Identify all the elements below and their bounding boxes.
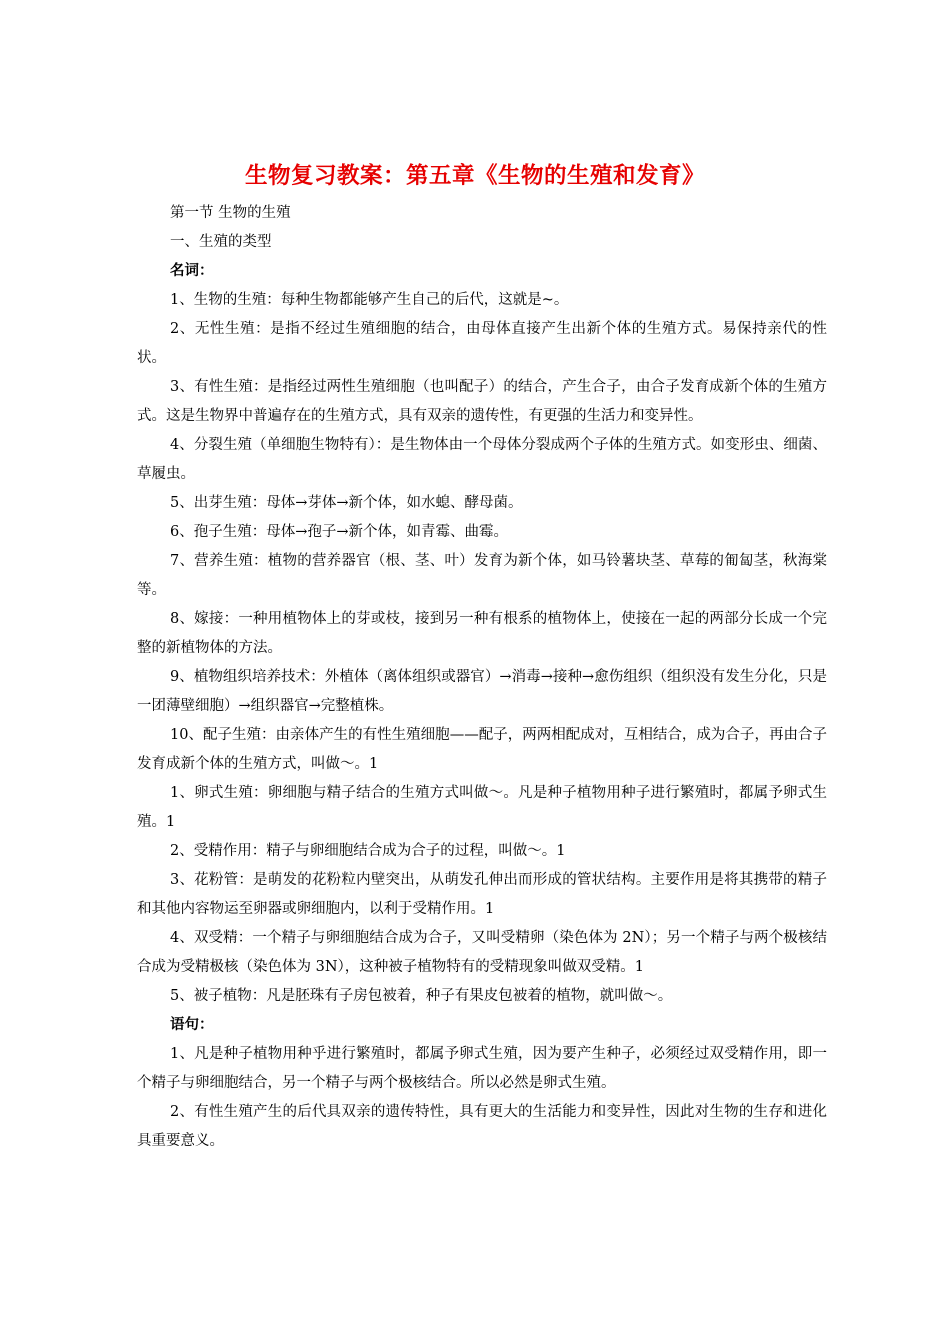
sentence-paragraph: 2、有性生殖产生的后代具双亲的遗传特性，具有更大的生活能力和变异性，因此对生物的生存和进化具重要意义。 [137, 1104, 827, 1149]
term-paragraph: 7、营养生殖：植物的营养器官（根、茎、叶）发育为新个体，如马铃薯块茎、草莓的匍匐茎，秋海棠等。 [137, 553, 827, 598]
term-paragraph: 9、植物组织培养技术：外植体（离体组织或器官）→消毒→接种→愈伤组织（组织没有发生分化，只是一团薄壁细胞）→组织器官→完整植株。 [137, 669, 827, 714]
term-paragraph: 6、孢子生殖：母体→孢子→新个体，如青霉、曲霉。 [170, 524, 509, 540]
term-paragraph: 2、受精作用：精子与卵细胞结合成为合子的过程，叫做～。1 [170, 843, 566, 859]
document-body [137, 199, 827, 1156]
section-heading: 第一节 生物的生殖 [170, 205, 291, 221]
term-paragraph: 4、双受精：一个精子与卵细胞结合成为合子，又叫受精卵（染色体为 2N）；另一个精子与两个极核结合成为受精极核（染色体为 3N），这种被子植物特有的受精现象叫做双受精。1 [137, 930, 827, 975]
terms-heading: 名词： [170, 263, 214, 279]
term-paragraph: 4、分裂生殖（单细胞生物特有）：是生物体由一个母体分裂成两个子体的生殖方式。如变形虫、细菌、草履虫。 [137, 437, 827, 482]
subsection-heading: 一、生殖的类型 [170, 234, 272, 250]
term-paragraph: 3、花粉管：是萌发的花粉粒内壁突出，从萌发孔伸出而形成的管状结构。主要作用是将其携带的精子和其他内容物运至卵器或卵细胞内，以利于受精作用。1 [137, 872, 827, 917]
term-paragraph: 2、无性生殖：是指不经过生殖细胞的结合，由母体直接产生出新个体的生殖方式。易保持亲代的性状。 [137, 321, 827, 366]
term-paragraph: 10、配子生殖：由亲体产生的有性生殖细胞——配子，两两相配成对，互相结合，成为合子，再由合子发育成新个体的生殖方式，叫做～。1 [137, 727, 827, 772]
term-paragraph: 3、有性生殖：是指经过两性生殖细胞（也叫配子）的结合，产生合子，由合子发育成新个体的生殖方式。这是生物界中普遍存在的生殖方式，具有双亲的遗传性，有更强的生活力和变异性。 [137, 379, 827, 424]
term-paragraph: 5、被子植物：凡是胚珠有子房包被着，种子有果皮包被着的植物，就叫做～。 [170, 988, 673, 1004]
sentences-heading: 语句： [170, 1017, 214, 1033]
term-paragraph: 5、出芽生殖：母体→芽体→新个体，如水螅、酵母菌。 [170, 495, 523, 511]
term-paragraph: 1、卵式生殖：卵细胞与精子结合的生殖方式叫做～。凡是种子植物用种子进行繁殖时，都属予卵式生殖。1 [137, 785, 827, 830]
term-paragraph: 1、生物的生殖：每种生物都能够产生自己的后代，这就是~。 [170, 292, 569, 308]
document-title: 生物复习教案：第五章《生物的生殖和发育》 [244, 163, 705, 189]
sentence-paragraph: 1、凡是种子植物用种乎进行繁殖时，都属予卵式生殖，因为要产生种子，必须经过双受精作用，即一个精子与卵细胞结合，另一个精子与两个极核结合。所以必然是卵式生殖。 [137, 1046, 827, 1091]
term-paragraph: 8、嫁接：一种用植物体上的芽或枝，接到另一种有根系的植物体上，使接在一起的两部分长成一个完整的新植物体的方法。 [137, 611, 827, 656]
